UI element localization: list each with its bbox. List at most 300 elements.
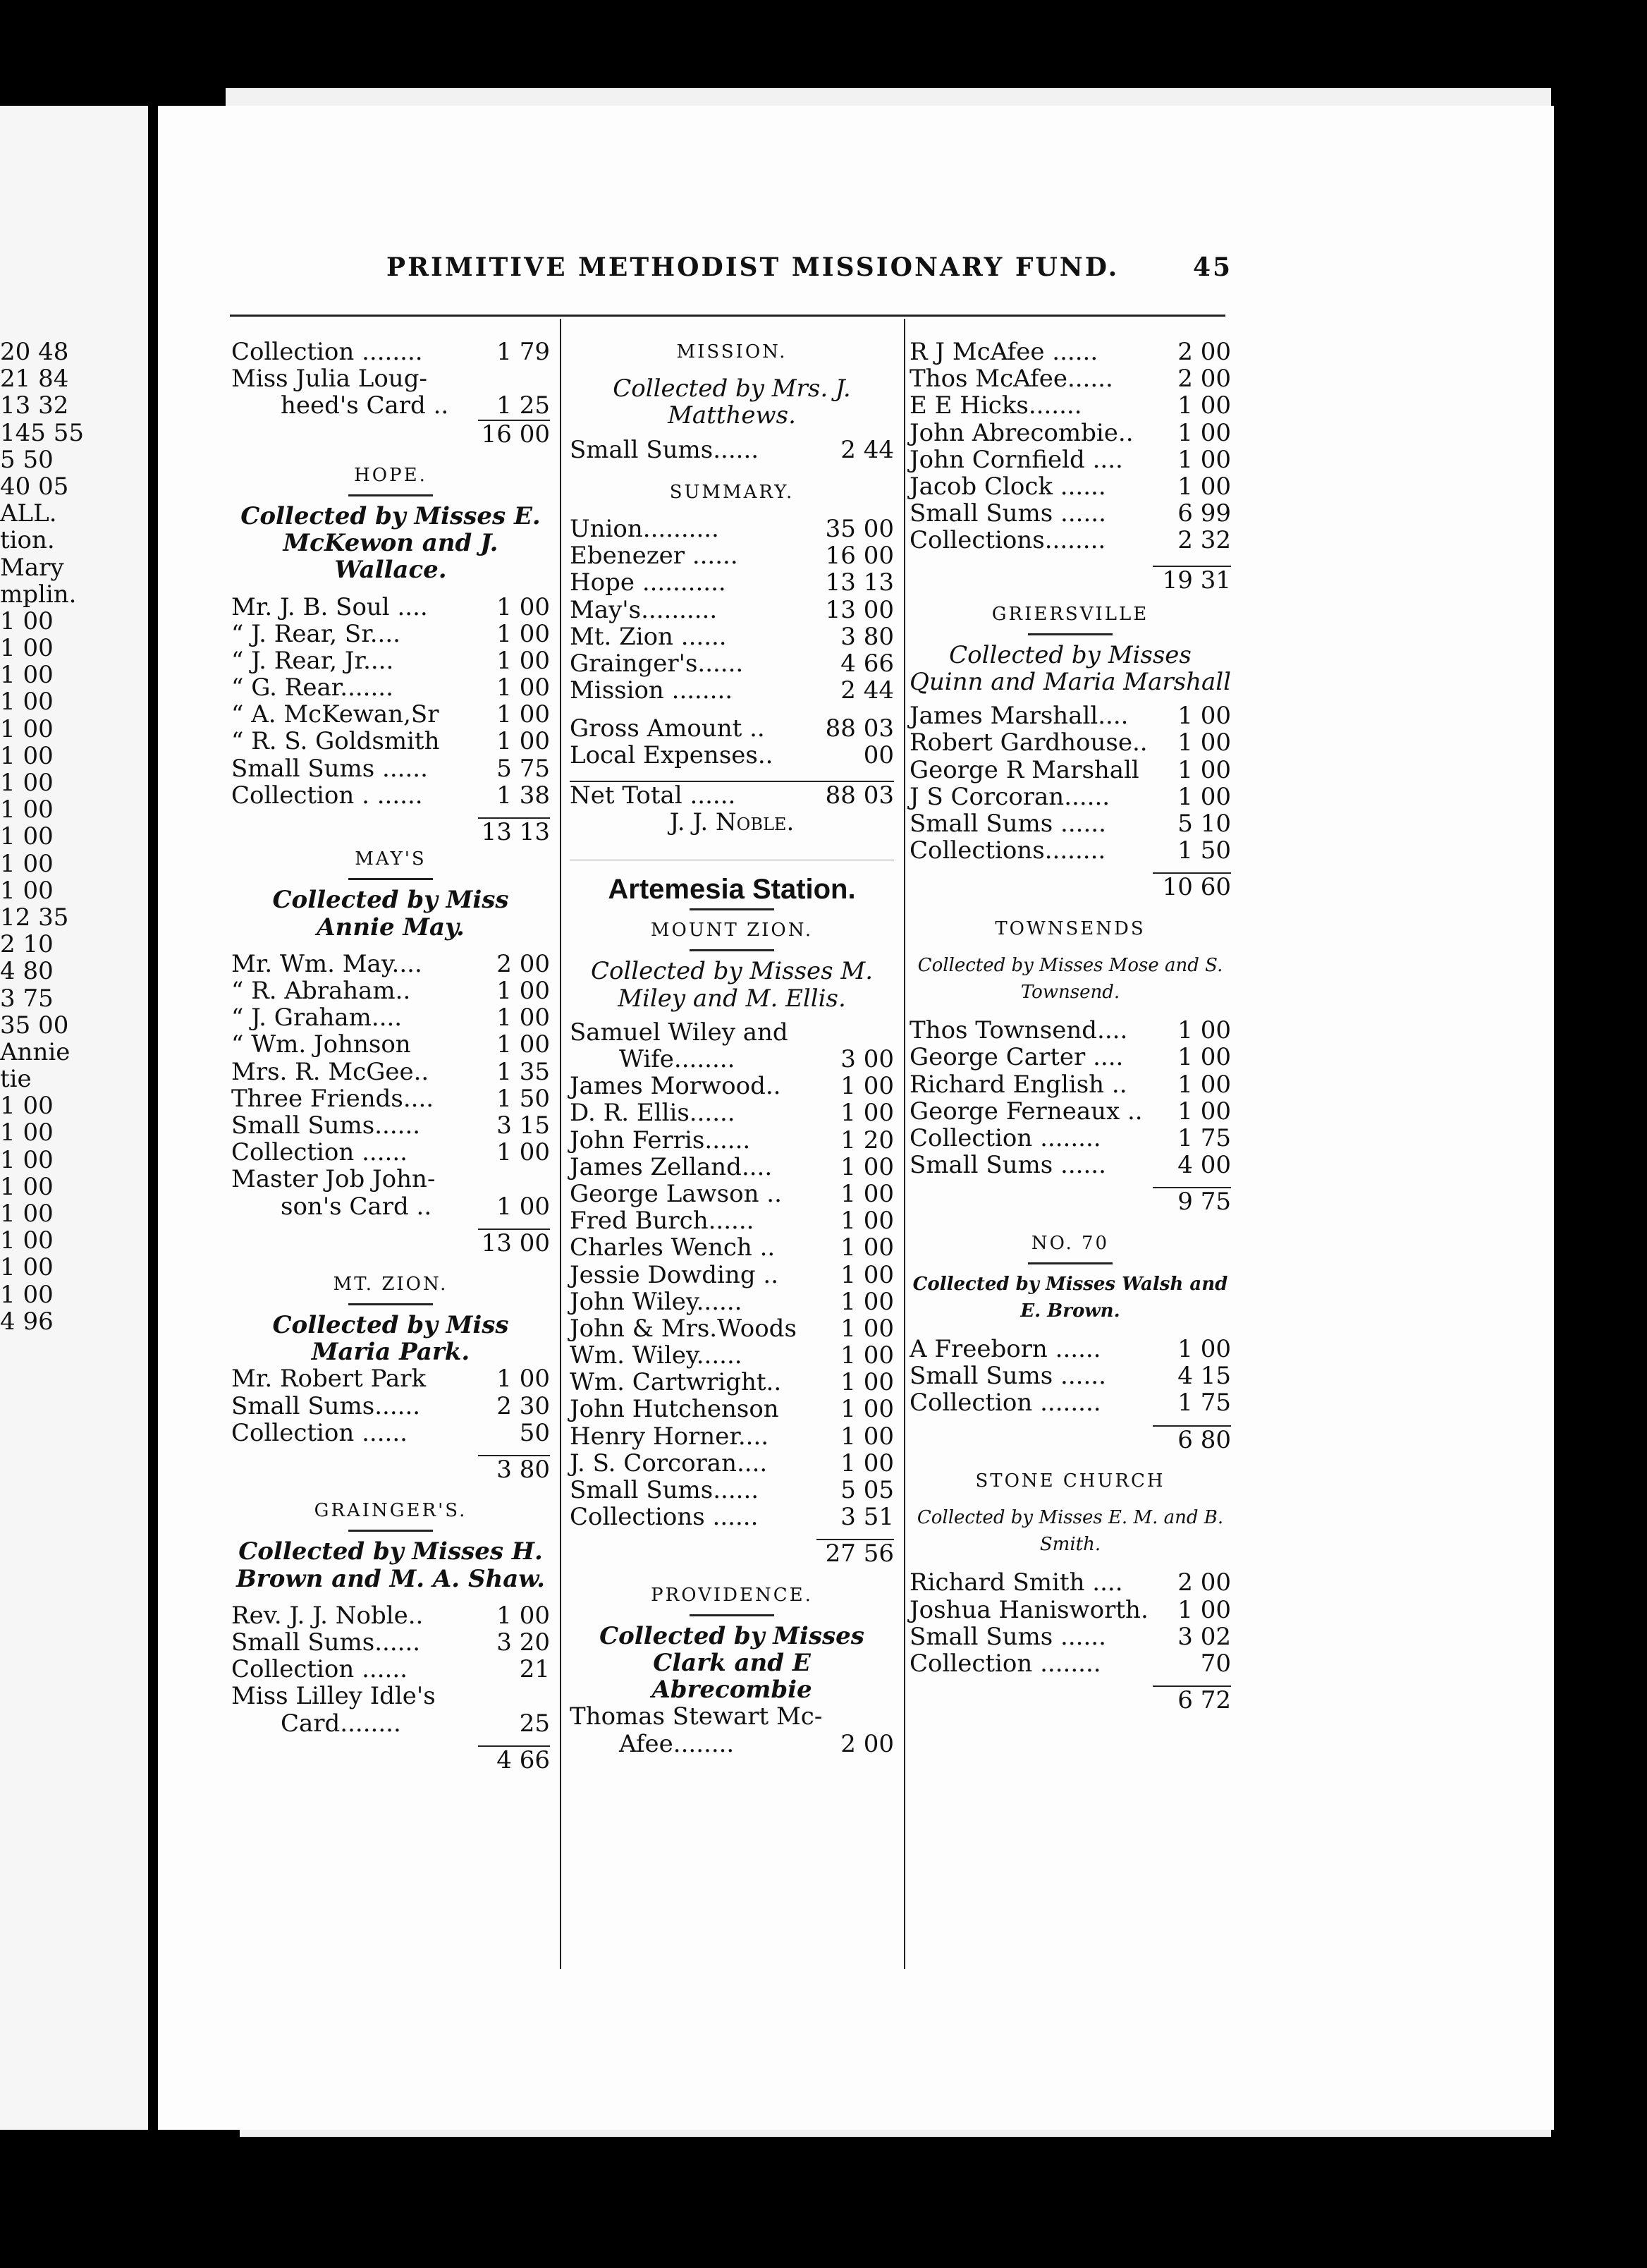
entry-amount: 3 00: [840, 1045, 894, 1073]
entry-name: Small Sums ......: [910, 499, 1106, 528]
entry-row: [910, 1362, 1231, 1389]
entry-name: Henry Horner....: [570, 1422, 769, 1451]
entry-amount: 1 00: [496, 977, 550, 1006]
entry-amount: 4 66: [840, 649, 894, 678]
section-heading-mt-zion: MT. ZION.: [333, 1273, 448, 1295]
collectors-note: Collected by Misses E. McKewon and J. Wallace.: [240, 501, 541, 585]
entry-name: Mt. Zion ......: [570, 622, 727, 651]
entry-row: [910, 810, 1231, 837]
entry-name: Robert Gardhouse..: [910, 728, 1148, 757]
section-total: 6 80: [1153, 1425, 1231, 1453]
entry-amount: 1 00: [1177, 782, 1231, 811]
net-total-row: Net Total ...... 88 03: [570, 781, 894, 810]
entry-row: [570, 623, 894, 650]
entry-name: Wm. Wiley......: [570, 1341, 742, 1370]
fragment-line: 1 00: [0, 1253, 54, 1282]
entry-amount: 1 00: [1177, 702, 1231, 731]
entry-name: Collection ......: [231, 1418, 408, 1447]
fragment-line: 2 10: [0, 930, 54, 959]
entry-name: Small Sums......: [231, 1111, 421, 1140]
entry-row: [910, 527, 1231, 554]
entry-row: [570, 1234, 894, 1261]
collectors-note: Collected by Misses Quinn and Maria Marshall: [910, 640, 1231, 697]
section-heading-mays: MAY'S: [355, 848, 427, 870]
entry-amount: 1 00: [840, 1449, 894, 1477]
entry-name: “ Wm. Johnson: [231, 1030, 411, 1059]
entry-name: R J McAfee ......: [910, 338, 1098, 366]
entry-row: [570, 1703, 894, 1730]
entry-row: [910, 1389, 1231, 1416]
entry-name: Small Sums ......: [910, 1622, 1106, 1651]
entry-name: George R Marshall: [910, 755, 1139, 784]
entry-amount: 3 20: [496, 1628, 550, 1657]
entry-amount: 1 00: [1177, 418, 1231, 447]
entry-amount: 1 00: [1177, 1097, 1231, 1126]
entry-row: [570, 437, 894, 463]
entry-row: [570, 1423, 894, 1450]
entry-amount: 1 00: [1177, 755, 1231, 784]
entry-row: [910, 1650, 1231, 1677]
entry-amount: 1 00: [496, 727, 550, 756]
fragment-line: 1 00: [0, 741, 54, 770]
section-total: 13 13: [478, 817, 550, 846]
entry-name: May's..........: [570, 595, 718, 624]
entry-amount: 25: [519, 1709, 550, 1738]
entry-name: “ A. McKewan,Sr: [231, 700, 439, 729]
entry-amount: 50: [519, 1418, 550, 1447]
entry-amount: 1 00: [496, 1138, 550, 1167]
entry-amount: 1 00: [1177, 1335, 1231, 1364]
entry-name: D. R. Ellis......: [570, 1099, 735, 1128]
entry-row: [910, 1569, 1231, 1596]
entry-amount: 2 30: [496, 1391, 550, 1420]
entry-row: [231, 701, 550, 728]
entry-amount: 1 00: [840, 1260, 894, 1289]
collectors-note: Collected by Misses M. Miley and M. Ellis.: [590, 957, 874, 1013]
entry-amount: 3 51: [840, 1503, 894, 1532]
entry-name: Fred Burch......: [570, 1207, 754, 1236]
entry-row: [570, 1731, 894, 1757]
entry-row: [570, 1504, 894, 1530]
entry-amount: 13 00: [825, 595, 894, 624]
entry-name: Small Sums......: [570, 435, 759, 464]
entry-name: Collection ......: [231, 1138, 408, 1167]
entry-amount: 1 00: [840, 1341, 894, 1370]
entry-row: [570, 1369, 894, 1396]
entry-name: Collection ........: [910, 1389, 1101, 1418]
entry-row: [570, 1181, 894, 1207]
entry-amount: 1 00: [496, 619, 550, 648]
section-heading-mount-zion: MOUNT ZION.: [650, 920, 814, 941]
fragment-line: 1 00: [0, 876, 54, 905]
fragment-line: tie: [0, 1065, 32, 1094]
entry-row: [910, 1152, 1231, 1178]
section-heading-graingers: GRAINGER'S.: [314, 1500, 467, 1522]
section-total: 10 60: [1153, 872, 1231, 901]
section-total: 4 66: [478, 1745, 550, 1774]
fragment-line: Mary: [0, 553, 64, 582]
entry-amount: 3 15: [496, 1111, 550, 1140]
entry-amount: 5 05: [840, 1476, 894, 1504]
entry-amount: 2 44: [840, 676, 894, 705]
column-divider-1: [560, 319, 561, 1969]
entry-name: J S Corcoran......: [910, 782, 1110, 811]
entry-amount: 1 00: [1177, 1016, 1231, 1045]
fragment-line: 1 00: [0, 1200, 54, 1228]
entry-name: “ R. S. Goldsmith: [231, 727, 440, 756]
entry-name: son's Card ..: [281, 1192, 432, 1221]
entry-row: [570, 1154, 894, 1181]
entry-name: Thos Townsend....: [910, 1016, 1128, 1045]
entry-name: Collection ........: [910, 1123, 1101, 1152]
entry-row: [910, 365, 1231, 392]
entry-row: [910, 446, 1231, 473]
entry-amount: 13 13: [825, 568, 894, 597]
entry-row: Collection ........ 1 79: [231, 338, 550, 366]
entry-name: James Morwood..: [570, 1072, 781, 1101]
entry-row: [231, 647, 550, 674]
fragment-line: 1 00: [0, 849, 54, 878]
entry-name: Grainger's......: [570, 649, 744, 678]
entry-row: [570, 569, 894, 596]
fragment-line: 21 84: [0, 365, 69, 394]
entry-amount: 2 00: [1177, 338, 1231, 366]
entry-row: [231, 1085, 550, 1112]
entry-row: [231, 1031, 550, 1058]
entry-name: Collections........: [910, 526, 1106, 555]
entry-row: [570, 1019, 894, 1046]
entry-amount: 70: [1200, 1650, 1231, 1678]
entry-row: [570, 1262, 894, 1288]
fragment-line: tion.: [0, 526, 55, 555]
entry-row: [910, 784, 1231, 810]
section-total: 27 56: [816, 1539, 894, 1567]
entry-name: Small Sums ......: [910, 1151, 1106, 1180]
entry-amount: 1 00: [496, 1601, 550, 1630]
entry-amount: 4 15: [1177, 1362, 1231, 1391]
entry-name: Miss Lilley Idle's: [231, 1682, 436, 1711]
entry-amount: 1 00: [840, 1287, 894, 1316]
fragment-line: 4 96: [0, 1307, 54, 1336]
entry-amount: 2 00: [1177, 365, 1231, 394]
entry-name: “ R. Abraham..: [231, 977, 411, 1006]
entry-name: Collections ......: [570, 1503, 759, 1532]
entry-amount: 1 00: [840, 1152, 894, 1181]
entry-row: [231, 594, 550, 621]
column-2: [570, 339, 894, 1757]
entry-row: [570, 650, 894, 677]
section-total: 9 75: [1153, 1187, 1231, 1215]
fragment-line: 1 00: [0, 795, 54, 824]
entry-amount: 1 00: [496, 1192, 550, 1221]
fragment-line: 12 35: [0, 903, 69, 932]
entry-row: [231, 1656, 550, 1683]
left-page-fragment: [0, 339, 85, 1335]
entry-row: [910, 1071, 1231, 1098]
entry-amount: 1 00: [840, 1368, 894, 1397]
collectors-note: Collected by Miss Annie May.: [272, 886, 509, 941]
entry-row: [570, 1288, 894, 1315]
entry-name: Ebenezer ......: [570, 542, 738, 571]
fragment-line: Annie: [0, 1037, 71, 1066]
collectors-note: Collected by Miss Maria Park.: [272, 1311, 509, 1367]
entry-name: Wife........: [619, 1045, 735, 1073]
entry-name: Collection ........: [910, 1650, 1101, 1678]
entry-row: [231, 1602, 550, 1629]
entry-name: Joshua Hanisworth.: [910, 1595, 1149, 1624]
entry-row: [570, 1046, 894, 1073]
entry-row: [910, 702, 1231, 729]
entry-amount: 1 00: [496, 700, 550, 729]
entry-amount: 4 00: [1177, 1151, 1231, 1180]
entry-name: Rev. J. J. Noble..: [231, 1601, 424, 1630]
fragment-line: 1 00: [0, 606, 54, 635]
entry-amount: 1 00: [496, 592, 550, 621]
section-heading-summary: SUMMARY.: [669, 481, 795, 503]
entry-row: [231, 1059, 550, 1085]
entry-row: [910, 1017, 1231, 1044]
entry-name: Wm. Cartwright..: [570, 1368, 782, 1397]
entry-row: [231, 977, 550, 1004]
entry-name: George Lawson ..: [570, 1179, 782, 1208]
entry-row: [570, 1450, 894, 1477]
entry-amount: 1 00: [840, 1207, 894, 1236]
entry-name: “ J. Graham....: [231, 1004, 403, 1032]
section-heading-hope: HOPE.: [354, 464, 427, 486]
fragment-line: 1 00: [0, 688, 54, 717]
section-heading-griersville: GRIERSVILLE: [991, 603, 1149, 625]
entry-amount: 1 00: [840, 1099, 894, 1128]
signature: J. J. Noble.: [669, 807, 795, 836]
entry-amount: 2 00: [496, 949, 550, 978]
fragment-line: 20 48: [0, 338, 69, 366]
entry-name: James Marshall....: [910, 702, 1129, 731]
entry-name: Small Sums......: [570, 1476, 759, 1504]
entry-row: [231, 1420, 550, 1446]
entry-amount: 1 00: [1177, 445, 1231, 474]
entry-name: John & Mrs.Woods: [570, 1314, 797, 1343]
entry-amount: 1 00: [496, 646, 550, 675]
entry-name: J. S. Corcoran....: [570, 1449, 768, 1477]
entry-amount: 35 00: [825, 514, 894, 543]
fragment-line: 35 00: [0, 1011, 69, 1040]
entry-name: Master Job John-: [231, 1165, 436, 1194]
entry-amount: 1 20: [840, 1126, 894, 1154]
entry-row: Gross Amount .. 88 03: [570, 714, 894, 743]
entry-amount: 5 10: [1177, 810, 1231, 839]
column-divider-2: [904, 319, 905, 1969]
entry-name: John Ferris......: [570, 1126, 751, 1154]
header-rule: [230, 315, 1225, 317]
entry-name: Union..........: [570, 514, 719, 543]
section-heading-providence: PROVIDENCE.: [651, 1584, 813, 1606]
fragment-line: 1 00: [0, 1092, 54, 1121]
entry-name: Hope ...........: [570, 568, 726, 597]
entry-name: James Zelland....: [570, 1152, 773, 1181]
entry-row: [231, 1683, 550, 1709]
entry-amount: 1 00: [1177, 728, 1231, 757]
fragment-line: 1 00: [0, 1226, 54, 1255]
fragment-line: 1 00: [0, 822, 54, 851]
entry-row: [231, 1365, 550, 1392]
entry-row: [910, 837, 1231, 864]
entry-name: Jessie Dowding ..: [570, 1260, 779, 1289]
entry-name: Small Sums ......: [910, 1362, 1106, 1391]
entry-amount: 2 32: [1177, 526, 1231, 555]
entry-row: [231, 621, 550, 647]
column-3: [910, 339, 1231, 1714]
section-heading-stone-church: STONE CHURCH: [975, 1470, 1165, 1492]
entry-name: John Hutchenson: [570, 1395, 779, 1424]
entry-row: [910, 392, 1231, 419]
entry-row: [231, 1112, 550, 1139]
entry-name: John Wiley......: [570, 1287, 742, 1316]
fragment-line: 1 00: [0, 1118, 54, 1147]
entry-amount: 1 00: [496, 1365, 550, 1394]
entry-row: [231, 1193, 550, 1220]
entry-name: A Freeborn ......: [910, 1335, 1101, 1364]
entry-row: Miss Julia Loug-: [231, 365, 427, 394]
entry-amount: 1 00: [1177, 1070, 1231, 1099]
entry-name: Small Sums......: [231, 1628, 421, 1657]
fragment-line: 1 00: [0, 714, 54, 743]
entry-name: Card........: [281, 1709, 401, 1738]
section-total: 19 31: [1153, 566, 1231, 594]
entry-row: [910, 500, 1231, 527]
collectors-note: Collected by Misses H. Brown and M. A. Shaw.: [236, 1537, 545, 1593]
entry-row: [570, 1396, 894, 1422]
entry-amount: 1 75: [1177, 1389, 1231, 1418]
collectors-note: Collected by Misses Mose and S. Townsend.: [917, 954, 1223, 1003]
entry-name: Small Sums ......: [231, 754, 428, 783]
section-heading-townsends: TOWNSENDS: [995, 917, 1146, 939]
entry-amount: 1 00: [496, 1004, 550, 1032]
page-number: 45: [1193, 252, 1233, 282]
entry-row: [231, 782, 550, 809]
entry-amount: 1 38: [496, 781, 550, 810]
entry-name: Small Sums ......: [910, 810, 1106, 839]
entry-row: [570, 516, 894, 542]
entry-amount: 1 00: [840, 1395, 894, 1424]
entry-row: [570, 1207, 894, 1234]
section-total: 13 00: [478, 1228, 550, 1257]
entry-name: Thomas Stewart Mc-: [570, 1702, 823, 1731]
entry-row: [570, 1099, 894, 1126]
fragment-line: 1 00: [0, 769, 54, 797]
entry-row: [231, 755, 550, 782]
entry-name: Collection . ......: [231, 781, 423, 810]
entry-row: [231, 1139, 550, 1166]
page-header-title: PRIMITIVE METHODIST MISSIONARY FUND.: [386, 252, 1120, 282]
entry-name: “ J. Rear, Sr....: [231, 619, 400, 648]
entry-amount: 1 00: [1177, 472, 1231, 501]
entry-amount: 2 00: [840, 1729, 894, 1758]
entry-row: [910, 1098, 1231, 1125]
entry-row: [570, 1342, 894, 1369]
collectors-note: Collected by Mrs. J. Matthews.: [613, 374, 851, 430]
entry-row: [570, 1315, 894, 1342]
entry-name: Afee........: [619, 1729, 735, 1758]
fragment-line: 1 00: [0, 1172, 54, 1201]
entry-amount: 1 00: [840, 1072, 894, 1101]
section-heading-no-70: NO. 70: [1031, 1232, 1110, 1254]
entry-row: Local Expenses.. 00: [570, 741, 894, 770]
entry-amount: 6 99: [1177, 499, 1231, 528]
entry-row: [570, 1127, 894, 1154]
entry-name: John Cornfield ....: [910, 445, 1123, 474]
entry-amount: 1 00: [840, 1179, 894, 1208]
entry-row: [910, 473, 1231, 500]
entry-amount: 3 02: [1177, 1622, 1231, 1651]
entry-row: [910, 1336, 1231, 1362]
entry-amount: 1 00: [1177, 1595, 1231, 1624]
fragment-line: 5 50: [0, 445, 54, 474]
entry-amount: 3 80: [840, 622, 894, 651]
entry-name: George Ferneaux ..: [910, 1097, 1143, 1126]
entry-amount: 2 44: [840, 435, 894, 464]
entry-name: Mr. Wm. May....: [231, 949, 422, 978]
entry-amount: 1 50: [496, 1084, 550, 1113]
fragment-line: 1 00: [0, 661, 54, 690]
entry-row: heed's Card .. 1 25: [281, 391, 550, 420]
entry-row: [570, 1073, 894, 1099]
section-total: 3 80: [478, 1455, 550, 1483]
fragment-line: 145 55: [0, 418, 84, 447]
fragment-line: 1 00: [0, 1280, 54, 1309]
entry-amount: 1 00: [840, 1233, 894, 1262]
entry-row: [231, 674, 550, 701]
fragment-line: 40 05: [0, 472, 69, 501]
entry-name: Samuel Wiley and: [570, 1018, 788, 1047]
entry-row: [231, 1629, 550, 1656]
entry-row: [231, 1710, 550, 1737]
entry-amount: 1 00: [840, 1422, 894, 1451]
section-heading-mission: MISSION.: [676, 341, 788, 362]
entry-name: Mrs. R. McGee..: [231, 1057, 429, 1086]
entry-row: [910, 339, 1231, 365]
entry-amount: 1 50: [1177, 836, 1231, 865]
fragment-line: mplin.: [0, 580, 77, 609]
entry-row: [231, 1004, 550, 1031]
entry-amount: 2 00: [1177, 1568, 1231, 1597]
entry-row: [910, 1597, 1231, 1623]
entry-name: Charles Wench ..: [570, 1233, 776, 1262]
entry-row: [231, 1166, 550, 1193]
entry-row: [910, 729, 1231, 756]
entry-amount: 1 00: [496, 673, 550, 702]
fragment-line: ALL.: [0, 499, 57, 528]
station-title: Artemesia Station.: [608, 874, 856, 906]
entry-name: Jacob Clock ......: [910, 472, 1106, 501]
entry-amount: 1 00: [496, 1030, 550, 1059]
entry-name: Three Friends....: [231, 1084, 434, 1113]
entry-name: George Carter ....: [910, 1043, 1124, 1072]
fragment-line: 1 00: [0, 634, 54, 663]
entry-row: [570, 597, 894, 623]
collectors-note: Collected by Misses Clark and E Abrecombie: [599, 1621, 864, 1705]
entry-row: [231, 1393, 550, 1420]
entry-amount: 1 00: [1177, 1043, 1231, 1072]
entry-name: Richard English ..: [910, 1070, 1127, 1099]
entry-name: Small Sums......: [231, 1391, 421, 1420]
entry-amount: 1 00: [1177, 391, 1231, 420]
entry-name: Collection ......: [231, 1655, 408, 1684]
fragment-line: 1 00: [0, 1145, 54, 1174]
entry-amount: 5 75: [496, 754, 550, 783]
fragment-line: 13 32: [0, 391, 69, 420]
entry-amount: 16 00: [825, 542, 894, 571]
entry-row: [231, 728, 550, 755]
